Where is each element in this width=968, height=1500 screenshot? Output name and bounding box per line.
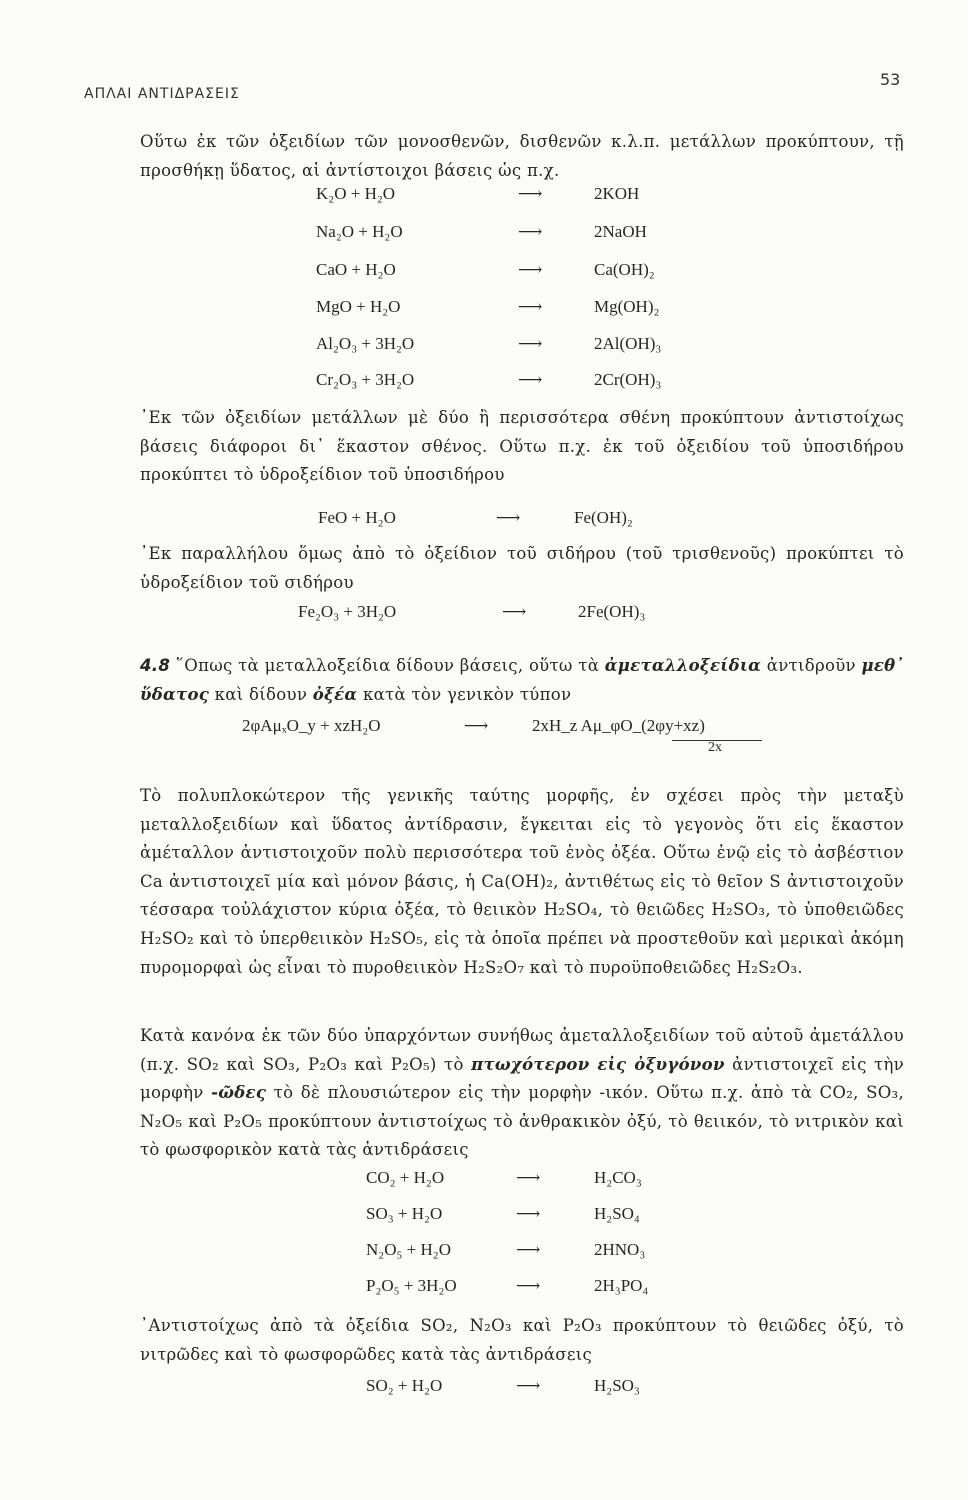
reaction-arrow: ⟶: [518, 370, 543, 389]
paragraph-text: Τὸ πολυπλοκώτερον τῆς γενικῆς ταύτης μορφῆς, ἐν σχέσει πρὸς τὴν μεταξὺ μεταλλοξειδίων καὶ ὕδατος ἀντίδρασιν, ἔγκειται εἰς τὸ γεγονὸς ὅτι εἰς ἕκαστον ἀμέταλλον ἀντιστοιχοῦν πολὺ περισσότερα τοῦ ἑνὸς ὀξέα. Οὕτω ἐνῷ εἰς τὸ ἀσβέστιον Ca ἀντιστοιχεῖ μία καὶ μόνον βάσις, ἡ Ca(OH)₂, ἀντιθέτως εἰς τὸ θεῖον S ἀντιστοιχοῦν τέσσαρα τοὐλάχιστον κύρια ὀξέα, τὸ θειικὸν H₂SO₄, τὸ θειῶδες H₂SO₃, τὸ ὑποθειῶδες H₂SO₂ καὶ τὸ ὑπερθειικὸν H₂SO₅, εἰς τὰ ὁποῖα πρέπει νὰ προστεθοῦν καὶ μερικαὶ ἀκόμη πυρομορφαὶ ὡς εἶναι τὸ πυροθειικὸν H₂S₂O₇ καὶ τὸ πυροϋποθειῶδες H₂S₂O₃.: [140, 786, 904, 977]
paragraph-text: ἀντιστοιχεῖ εἰς τὴν μορφὴν: [140, 1054, 904, 1103]
equation-left: CO₂ + H₂O: [366, 1168, 445, 1187]
equation-right: 2Fe(OH)₃: [578, 602, 646, 621]
reaction-arrow: ⟶: [518, 222, 543, 241]
reaction-arrow: ⟶: [496, 508, 521, 527]
paragraph-iron: [104, 540, 904, 597]
section-paragraph: [104, 652, 904, 709]
reaction-arrow: ⟶: [518, 260, 543, 279]
term-odes: -ῶδες: [211, 1083, 267, 1103]
equation-left: Fe₂O₃ + 3H₂O: [298, 602, 397, 621]
equation-right: H₂SO₄: [594, 1204, 640, 1223]
paragraph-text: τὸ δὲ πλουσιώτερον εἰς τὴν μορφὴν -ικόν. Οὕτω π.χ. ἀπὸ τὰ CO₂, SO₃, N₂O₅ καὶ P₂O₅ προκύπτουν ἀντιστοίχως τὸ ἀνθρακικὸν ὀξύ, τὸ θειικόν, τὸ νιτρικὸν καὶ τὸ φωσφορικὸν κατὰ τὰς ἀντιδράσεις: [140, 1083, 905, 1160]
paragraph-rule: [104, 1022, 904, 1165]
reaction-arrow: ⟶: [516, 1240, 541, 1259]
reaction-arrow: ⟶: [516, 1168, 541, 1187]
equation-left: 2φAμₓO_y + xzH₂O: [242, 716, 381, 735]
equation-right: H₂CO₃: [594, 1168, 642, 1187]
equation-right: 2HNO₃: [594, 1240, 646, 1259]
section-text: καὶ δίδουν: [214, 684, 308, 704]
equation-left: Cr₂O₃ + 3H₂O: [316, 370, 415, 389]
paragraph-multivalent: [104, 404, 904, 490]
equation-right: 2KOH: [594, 184, 640, 203]
reaction-arrow: ⟶: [516, 1276, 541, 1295]
paragraph-text: ᾿Εκ παραλλήλου ὅμως ἀπὸ τὸ ὀξείδιον τοῦ σιδήρου (τοῦ τρισθενοῦς) προκύπτει τὸ ὑδροξείδιον τοῦ σιδήρου: [140, 544, 904, 592]
paragraph-lower-acids: [104, 1312, 904, 1369]
term-nonmetal-oxides: ἀμεταλλοξείδια: [604, 656, 762, 675]
equation-right-denominator: 2x: [708, 740, 722, 755]
equation-left: FeO + H₂O: [318, 508, 396, 527]
section-text: κατὰ τὸν γενικὸν τύπον: [362, 684, 572, 704]
equation-right: 2Al(OH)₃: [594, 334, 662, 353]
page-number: 53: [880, 70, 901, 89]
section-number: 4.8: [140, 656, 171, 675]
equation-right: 2H₃PO₄: [594, 1276, 649, 1295]
paragraph-complexity: [104, 782, 904, 982]
equation-right: H₂SO₃: [594, 1376, 640, 1395]
equation-left: CaO + H₂O: [316, 260, 396, 279]
equation-right-numerator: 2xH_z Aμ_φO_(2φy+xz): [532, 716, 705, 735]
reaction-arrow: ⟶: [516, 1376, 541, 1395]
equation-left: Al₂O₃ + 3H₂O: [316, 334, 415, 353]
equation-left: MgO + H₂O: [316, 297, 401, 316]
term-acids: ὀξέα: [312, 684, 358, 704]
equation-left: Na₂O + H₂O: [316, 222, 403, 241]
paragraph-rule-text: [104, 1022, 904, 1165]
paragraph-intro: [104, 128, 904, 185]
reaction-arrow: ⟶: [518, 184, 543, 203]
section-text: ἀντιδροῦν: [766, 656, 856, 675]
paragraph-text: Κατὰ κανόνα ἐκ τῶν δύο ὑπαρχόντων συνήθως ἀμεταλλοξειδίων τοῦ αὐτοῦ ἀμετάλλου (π.χ. SO₂ καὶ SO₃, P₂O₃ καὶ P₂O₅) τὸ: [140, 1026, 904, 1074]
section-text: ῞Οπως τὰ μεταλλοξείδια δίδουν βάσεις, οὕτω τὰ: [175, 656, 600, 675]
reaction-arrow: ⟶: [516, 1204, 541, 1223]
equation-right: Mg(OH)₂: [594, 297, 660, 316]
reaction-arrow: ⟶: [502, 602, 527, 621]
equation-left: SO₂ + H₂O: [366, 1376, 443, 1395]
reaction-arrow: ⟶: [518, 297, 543, 316]
paragraph-text: Οὕτω ἐκ τῶν ὀξειδίων τῶν μονοσθενῶν, δισθενῶν κ.λ.π. μετάλλων προκύπτουν, τῇ προσθήκῃ ὕδατος, αἱ ἀντίστοιχοι βάσεις ὡς π.χ.: [140, 132, 904, 180]
reaction-arrow: ⟶: [518, 334, 543, 353]
section-4-8: [104, 652, 904, 709]
equation-right: Fe(OH)₂: [574, 508, 633, 527]
term-with-water: μεθ᾿ ὕδατος: [140, 656, 905, 704]
equation-left: N₂O₅ + H₂O: [366, 1240, 451, 1259]
equation-left: SO₃ + H₂O: [366, 1204, 443, 1223]
paragraph-text: ᾿Εκ τῶν ὀξειδίων μετάλλων μὲ δύο ἢ περισσότερα σθένη προκύπτουν ἀντιστοίχως βάσεις διάφοροι δι᾿ ἕκαστον σθένος. Οὕτω π.χ. ἐκ τοῦ ὀξειδίου τοῦ ὑποσιδήρου προκύπτει τὸ ὑδροξείδιον τοῦ ὑποσιδήρου: [140, 408, 904, 485]
running-head: ΑΠΛΑΙ ΑΝΤΙΔΡΑΣΕΙΣ: [84, 86, 240, 102]
equation-left: K₂O + H₂O: [316, 184, 396, 203]
reaction-arrow: ⟶: [464, 716, 489, 735]
term-poorer-in-oxygen: πτωχότερον εἰς ὀξυγόνον: [471, 1054, 725, 1074]
equation-right: Ca(OH)₂: [594, 260, 655, 279]
equation-right: 2NaOH: [594, 222, 647, 241]
equation-right: 2Cr(OH)₃: [594, 370, 662, 389]
paragraph-text: ᾿Αντιστοίχως ἀπὸ τὰ ὀξείδια SO₂, N₂O₃ καὶ P₂O₃ προκύπτουν τὸ θειῶδες ὀξύ, τὸ νιτρῶδες καὶ τὸ φωσφορῶδες κατὰ τὰς ἀντιδράσεις: [140, 1316, 904, 1364]
equation-left: P₂O₅ + 3H₂O: [366, 1276, 457, 1295]
